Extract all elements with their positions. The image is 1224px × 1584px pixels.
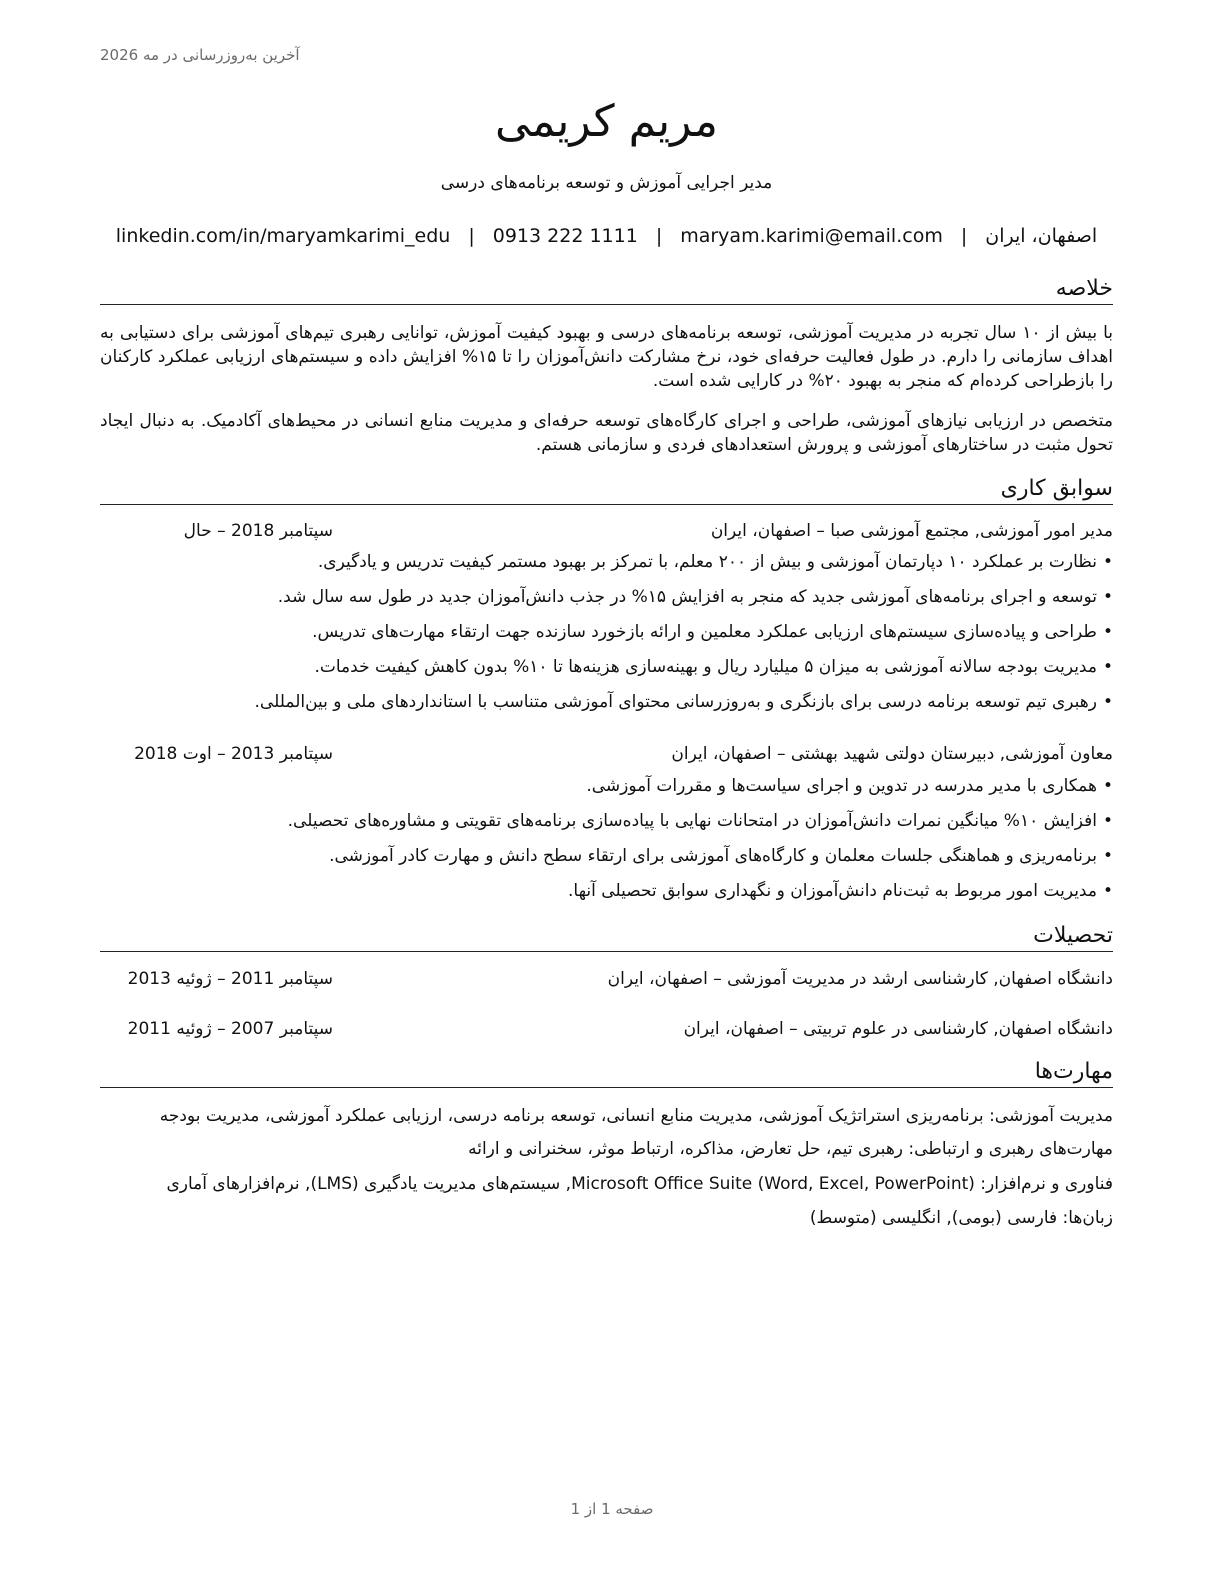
education-title: دانشگاه اصفهان, کارشناسی ارشد در مدیریت آموزشی – اصفهان، ایران (607, 969, 1113, 989)
job-dates: سپتامبر 2013 – اوت 2018 (134, 744, 333, 764)
list-item: •افزایش ۱۰% میانگین نمرات دانش‌آموزان در امتحانات نهایی با پیاده‌سازی برنامه‌های تقویتی و مشاوره‌های تحصیلی. (287, 811, 1113, 831)
list-item: •توسعه و اجرای برنامه‌های آموزشی جدید که منجر به افزایش ۱۵% در جذب دانش‌آموزان جدید در طول سه سال شد. (277, 587, 1113, 607)
summary-heading: خلاصه (100, 275, 1113, 305)
contact-separator: | (468, 225, 475, 247)
skill-line: فناوری و نرم‌افزار: Microsoft Office Suite (Word, Excel, PowerPoint), سیستم‌های مدیریت یادگیری (LMS), نرم‌افزارهای آماری (166, 1174, 1113, 1194)
list-item: •رهبری تیم توسعه برنامه درسی برای بازنگری و به‌روزرسانی محتوای آموزشی متناسب با استانداردهای ملی و بین‌المللی. (254, 692, 1113, 712)
education-dates: سپتامبر 2011 – ژوئیه 2013 (127, 969, 333, 989)
job-header (100, 517, 1113, 545)
last-updated-note: آخرین به‌روزرسانی در مه 2026 (100, 46, 300, 64)
education-heading: تحصیلات (100, 922, 1113, 952)
contact-separator: | (655, 225, 663, 247)
education-item (100, 965, 1113, 993)
summary-paragraph: متخصص در ارزیابی نیازهای آموزشی، طراحی و اجرای کارگاه‌های توسعه حرفه‌ای و مدیریت منابع انسانی در محیط‌های آکادمیک. به دنبال ایجاد تحول مثبت در ساختارهای آموزشی و پرورش استعدادهای فردی و سازمانی هستم. (100, 411, 1113, 455)
job-header (100, 740, 1113, 768)
contact-phone[interactable]: 0913 222 1111 (492, 225, 638, 247)
list-item: •مدیریت بودجه سالانه آموزشی به میزان ۵ میلیارد ریال و بهینه‌سازی هزینه‌ها تا ۱۰% بدون کاهش کیفیت خدمات. (314, 657, 1113, 677)
page-number: صفحه 1 از 1 (570, 1500, 654, 1518)
education-dates: سپتامبر 2007 – ژوئیه 2011 (127, 1019, 333, 1039)
job-dates: سپتامبر 2018 – حال (183, 521, 333, 541)
candidate-headline: مدیر اجرایی آموزش و توسعه برنامه‌های درسی (440, 173, 773, 193)
skill-line: مدیریت آموزشی: برنامه‌ریزی استراتژیک آموزشی، مدیریت منابع انسانی، توسعه برنامه درسی، ارزیابی عملکرد آموزشی، مدیریت بودجه (159, 1106, 1113, 1126)
education-item (100, 1015, 1113, 1043)
job-bullets (153, 772, 1113, 912)
contact-linkedin[interactable]: linkedin.com/in/maryamkarimi_edu (115, 225, 451, 247)
list-item: •مدیریت امور مربوط به ثبت‌نام دانش‌آموزان و نگهداری سوابق تحصیلی آنها. (568, 881, 1113, 901)
candidate-name: مریم کریمی (495, 96, 718, 147)
contact-line (100, 222, 1113, 250)
skills-heading: مهارت‌ها (100, 1058, 1113, 1088)
list-item: •همکاری با مدیر مدرسه در تدوین و اجرای سیاست‌ها و مقررات آموزشی. (586, 776, 1113, 796)
list-item: •برنامه‌ریزی و هماهنگی جلسات معلمان و کارگاه‌های آموزشی برای ارتقاء سطح دانش و مهارت کادر آموزشی. (329, 846, 1113, 866)
job-title: معاون آموزشی, دبیرستان دولتی شهید بهشتی – اصفهان، ایران (671, 744, 1113, 764)
contact-separator: | (960, 225, 968, 247)
experience-heading: سوابق کاری (100, 475, 1113, 505)
skill-line: زبان‌ها: فارسی (بومی), انگلیسی (متوسط) (809, 1208, 1113, 1228)
skill-line: مهارت‌های رهبری و ارتباطی: رهبری تیم، حل تعارض، مذاکره، ارتباط موثر، سخنرانی و ارائه (468, 1139, 1113, 1159)
job-title: مدیر امور آموزشی, مجتمع آموزشی صبا – اصفهان، ایران (710, 521, 1113, 541)
list-item: •طراحی و پیاده‌سازی سیستم‌های ارزیابی عملکرد معلمین و ارائه بازخورد سازنده جهت ارتقاء مهارت‌های تدریس. (312, 622, 1113, 642)
education-title: دانشگاه اصفهان, کارشناسی در علوم تربیتی – اصفهان، ایران (683, 1019, 1113, 1039)
list-item: •نظارت بر عملکرد ۱۰ دپارتمان آموزشی و بیش از ۲۰۰ معلم، با تمرکز بر بهبود مستمر کیفیت تدریس و یادگیری. (317, 552, 1113, 572)
contact-email[interactable]: maryam.karimi@email.com (680, 225, 943, 247)
job-bullets (153, 548, 1113, 723)
contact-location: اصفهان، ایران (985, 225, 1098, 247)
summary-paragraph: با بیش از ۱۰ سال تجربه در مدیریت آموزشی، توسعه برنامه‌های درسی و بهبود کیفیت آموزش، توانایی رهبری تیم‌های آموزشی برای دستیابی به اهداف سازمانی را دارم. در طول فعالیت حرفه‌ای خود، نرخ مشارکت دانش‌آموزان را تا ۱۵% افزایش داده و سیستم‌های ارزیابی عملکرد کارکنان را بازطراحی کرده‌ام که منجر به بهبود ۲۰% در کارایی شده است. (100, 323, 1114, 391)
